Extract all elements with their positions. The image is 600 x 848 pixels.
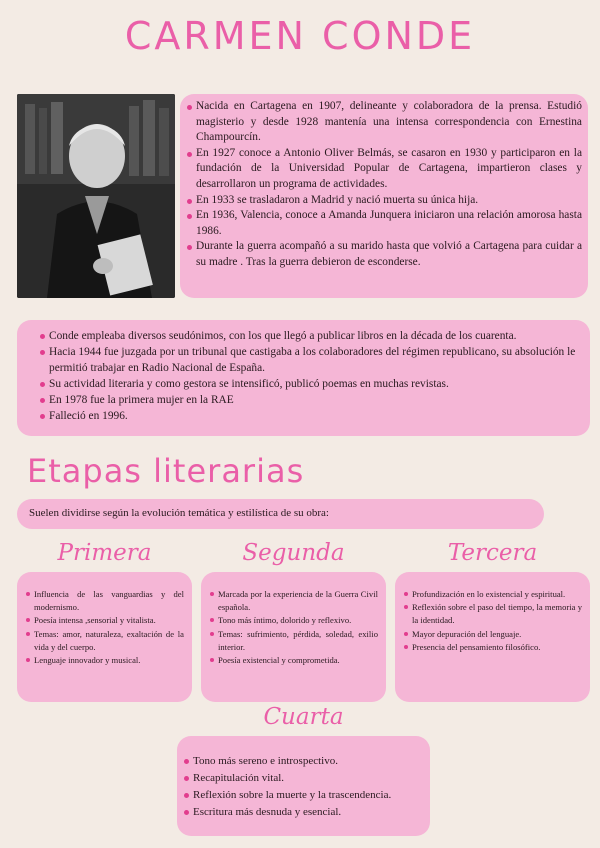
list-item: Influencia de las vanguardias y del modernismo. (25, 588, 184, 614)
facts-box (17, 320, 590, 436)
list-item: En 1936, Valencia, conoce a Amanda Junquera iniciaron una relación amorosa hasta 1986. (186, 208, 582, 239)
list-item: Durante la guerra acompañó a su marido hasta que volvió a Cartagena para cuidar a su madre . Tras la guerra debieron de esconderse. (186, 239, 582, 270)
stage-title-primera: Primera (57, 540, 152, 566)
stage-list-segunda (201, 572, 386, 667)
list-item: En 1933 se trasladaron a Madrid y nació muerta su única hija. (186, 193, 582, 209)
list-item: Temas: amor, naturaleza, exaltación de la vida y del cuerpo. (25, 628, 184, 654)
list-item: Poesía intensa ,sensorial y vitalista. (25, 614, 184, 627)
biography-box (180, 94, 588, 298)
portrait-photo (17, 94, 175, 298)
list-item: En 1978 fue la primera mujer en la RAE (39, 392, 580, 408)
list-item: Falleció en 1996. (39, 408, 580, 424)
stage-list-primera (17, 572, 192, 667)
stage-list-tercera (395, 572, 590, 654)
list-item: Presencia del pensamiento filosófico. (403, 641, 582, 654)
portrait-image (17, 94, 175, 298)
list-item: Tono más sereno e introspectivo. (183, 753, 424, 770)
list-item: Escritura más desnuda y esencial. (183, 804, 424, 821)
list-item: Temas: sufrimiento, pérdida, soledad, exilio interior. (209, 628, 378, 654)
stage-title-cuarta: Cuarta (263, 704, 344, 730)
intro-text: Suelen dividirse según la evolución temática y estilística de su obra: (29, 507, 329, 519)
intro-box (17, 499, 544, 529)
page-title: CARMEN CONDE (124, 14, 476, 58)
list-item: Profundización en lo existencial y espiritual. (403, 588, 582, 601)
list-item: Recapitulación vital. (183, 770, 424, 787)
list-item: Mayor depuración del lenguaje. (403, 628, 582, 641)
list-item: Nacida en Cartagena en 1907, delineante y colaboradora de la prensa. Estudió magisterio y desde 1928 mantenía una intensa correspondencia con Ernestina Champourcín. (186, 99, 582, 146)
list-item: Marcada por la experiencia de la Guerra Civil española. (209, 588, 378, 614)
section-title: Etapas literarias (27, 452, 305, 490)
list-item: Poesía existencial y comprometida. (209, 654, 378, 667)
stage-list-cuarta (177, 736, 430, 821)
stage-title-segunda: Segunda (242, 540, 345, 566)
list-item: Reflexión sobre el paso del tiempo, la memoria y la identidad. (403, 601, 582, 627)
stage-title-tercera: Tercera (447, 540, 538, 566)
list-item: Tono más íntimo, dolorido y reflexivo. (209, 614, 378, 627)
list-item: Reflexión sobre la muerte y la trascendencia. (183, 787, 424, 804)
list-item: Hacia 1944 fue juzgada por un tribunal que castigaba a los colaboradores del régimen republicano, su absolución le permitió trabajar en Radio Nacional de España. (39, 344, 580, 376)
facts-list (17, 320, 590, 424)
stage-box-primera (17, 572, 192, 702)
list-item: En 1927 conoce a Antonio Oliver Belmás, se casaron en 1930 y participaron en la fundación de la Universidad Popular de Cartagena, impartieron clases y desarrollaron un programa de actividades. (186, 146, 582, 193)
list-item: Conde empleaba diversos seudónimos, con los que llegó a publicar libros en la década de los cuarenta. (39, 328, 580, 344)
list-item: Su actividad literaria y como gestora se intensificó, publicó poemas en muchas revistas. (39, 376, 580, 392)
list-item: Lenguaje innovador y musical. (25, 654, 184, 667)
biography-list (180, 94, 588, 271)
stage-box-tercera (395, 572, 590, 702)
stage-box-cuarta (177, 736, 430, 836)
stage-box-segunda (201, 572, 386, 702)
